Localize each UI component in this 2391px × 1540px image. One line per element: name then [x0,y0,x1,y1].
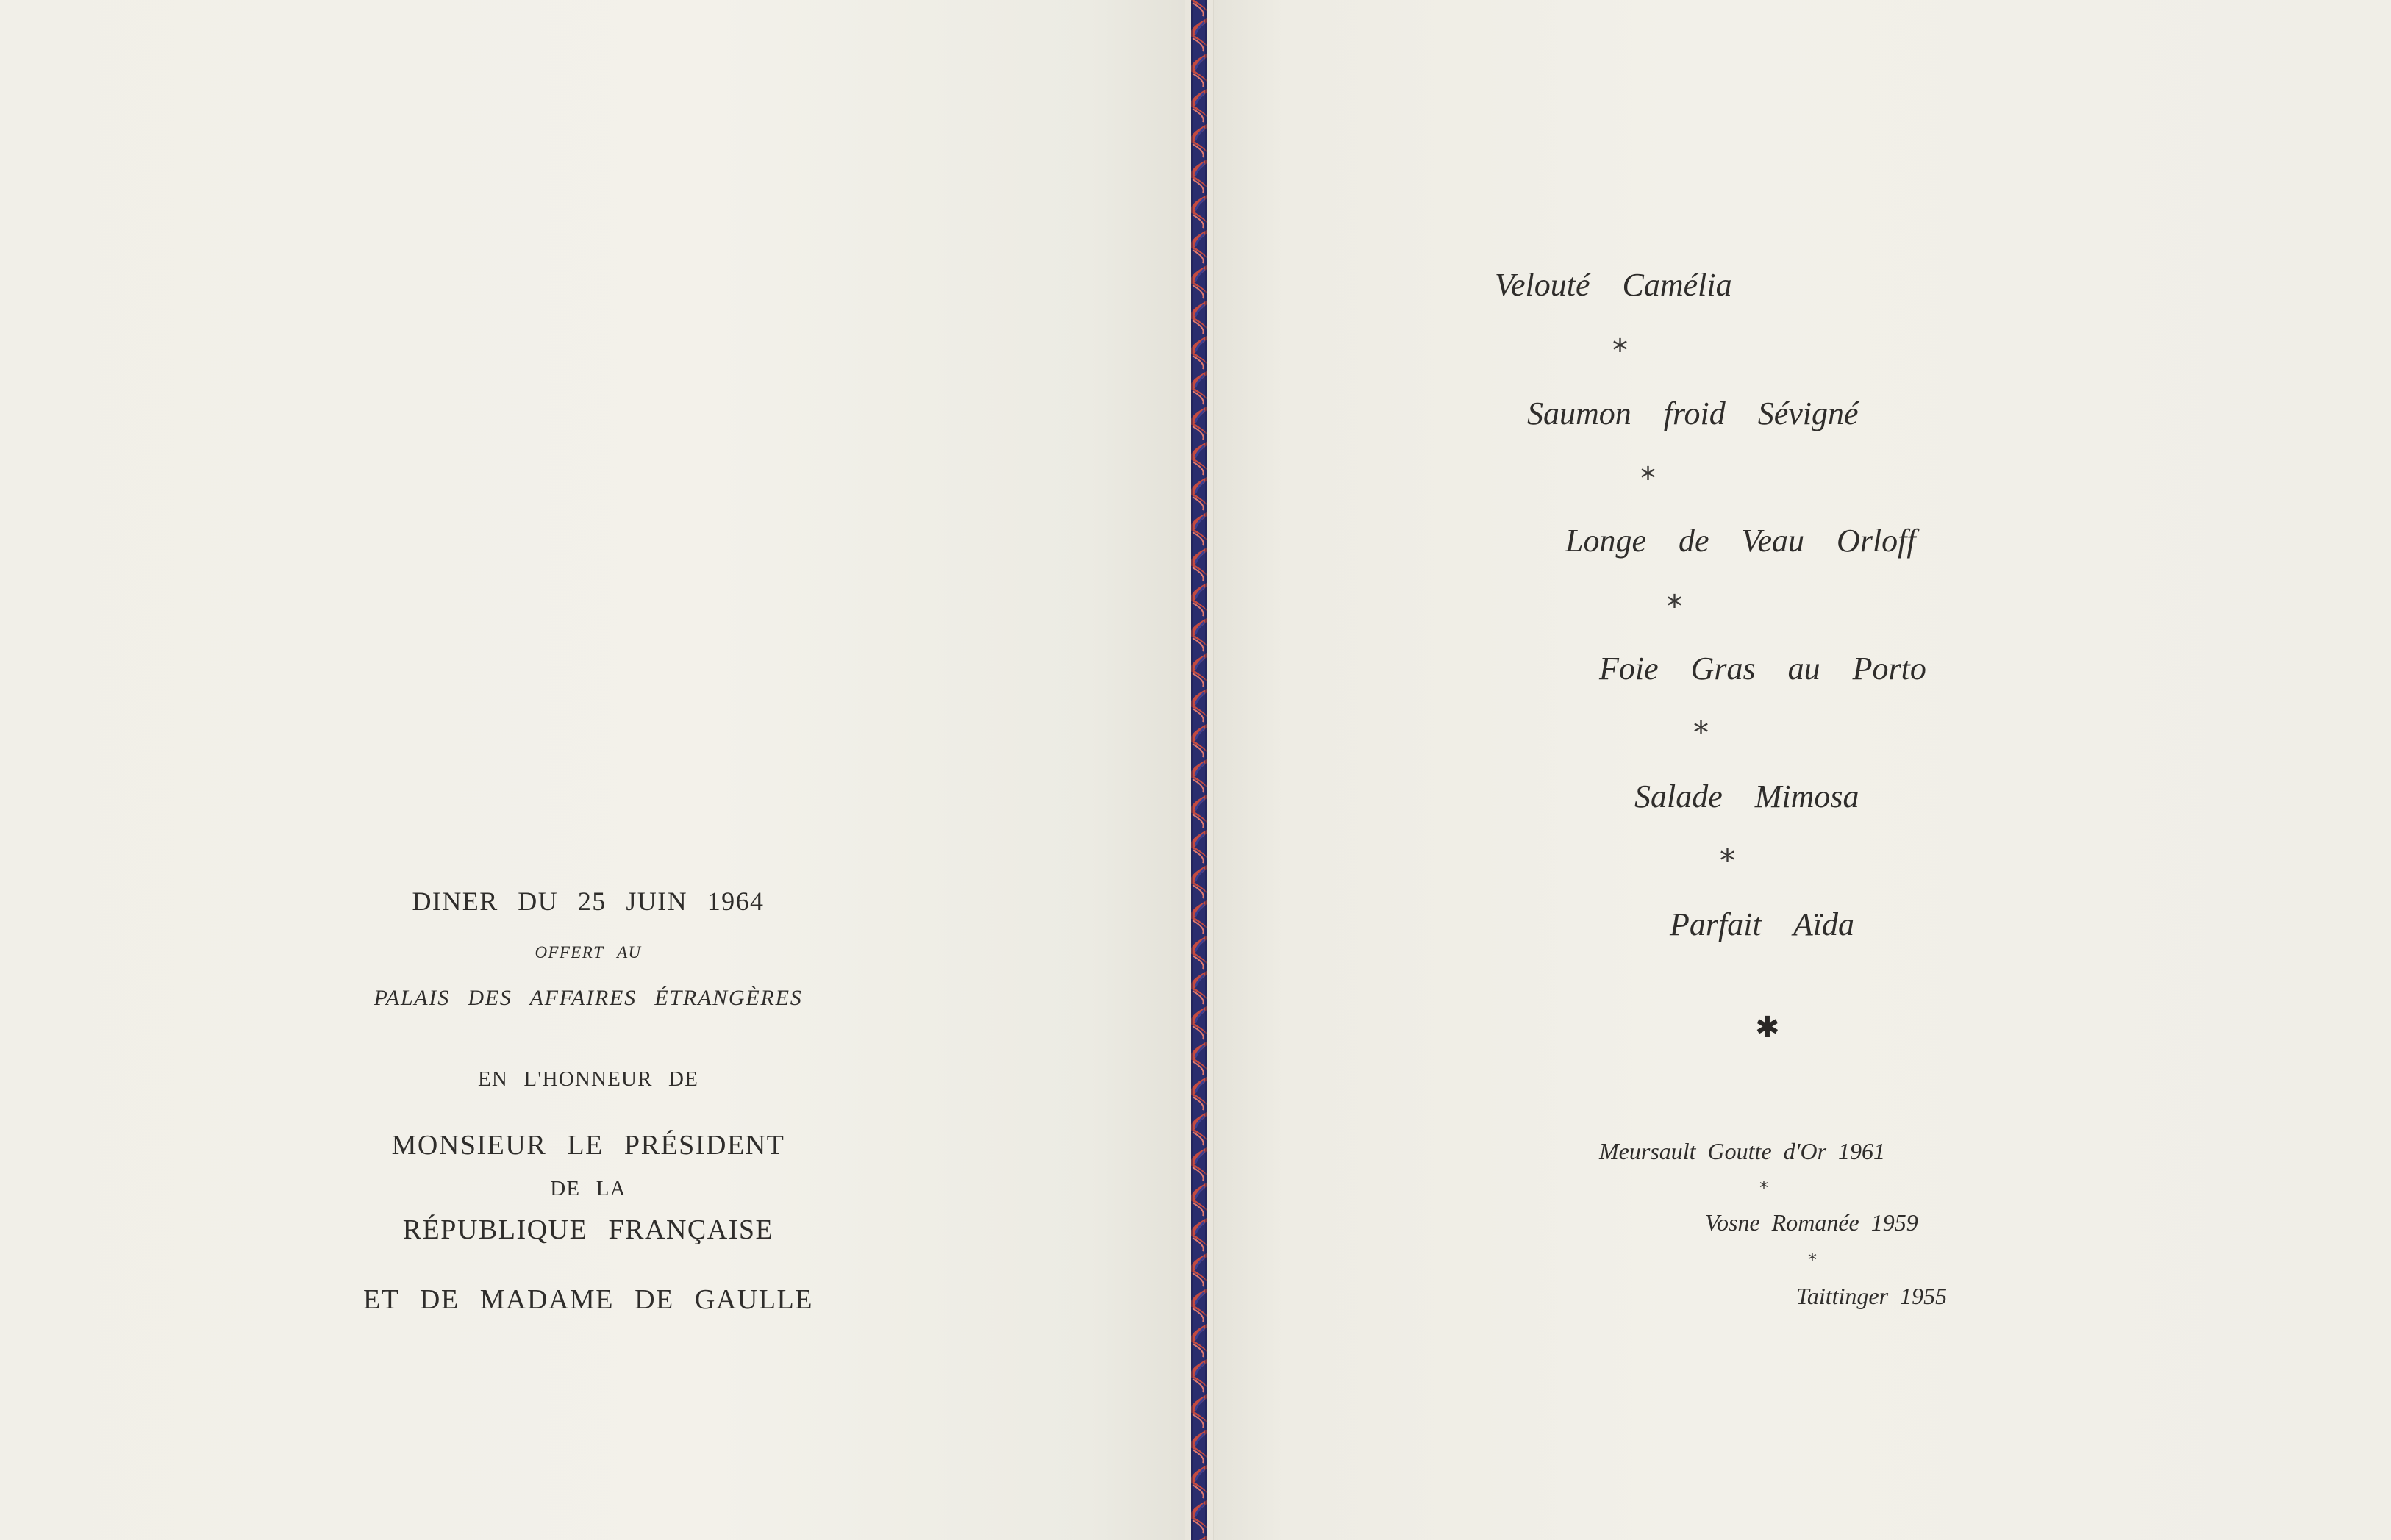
menu-dish: Longe de Veau Orloff [1565,523,1916,559]
de-la-line: DE LA [550,1177,626,1200]
in-honour-line: EN L'HONNEUR DE [477,1067,699,1091]
menu-dish: Velouté Camélia [1495,267,1732,303]
menu-dish: Salade Mimosa [1634,778,1859,814]
wine-separator-asterisk: * [1808,1250,1817,1270]
separator-asterisk: * [1693,715,1709,751]
binding-cord [1185,0,1213,1540]
menu-dish: Parfait Aïda [1670,906,1854,942]
left-page [0,0,1185,1540]
wine-separator-asterisk: * [1759,1178,1768,1198]
wine-item: Meursault Goutte d'Or 1961 [1599,1138,1886,1164]
menu-dish: Saumon froid Sévigné [1527,395,1859,431]
separator-asterisk: * [1720,842,1735,878]
dinner-date-line: DINER DU 25 JUIN 1964 [412,887,765,916]
menu-dish: Foie Gras au Porto [1599,651,1926,687]
venue-line: PALAIS DES AFFAIRES ÉTRANGÈRES [374,986,803,1010]
madame-line: ET DE MADAME DE GAULLE [363,1284,813,1315]
president-line: MONSIEUR LE PRÉSIDENT [391,1130,785,1161]
right-page [1213,0,2391,1540]
republic-line: RÉPUBLIQUE FRANÇAISE [402,1214,774,1245]
separator-asterisk: * [1612,332,1628,368]
wine-item: Taittinger 1955 [1796,1283,1948,1309]
offered-at-line: OFFERT AU [535,943,642,961]
separator-asterisk: * [1640,460,1656,496]
separator-asterisk: * [1667,588,1682,624]
wine-item: Vosne Romanée 1959 [1705,1209,1918,1236]
section-divider-asterisk: ✱ [1755,1011,1780,1045]
